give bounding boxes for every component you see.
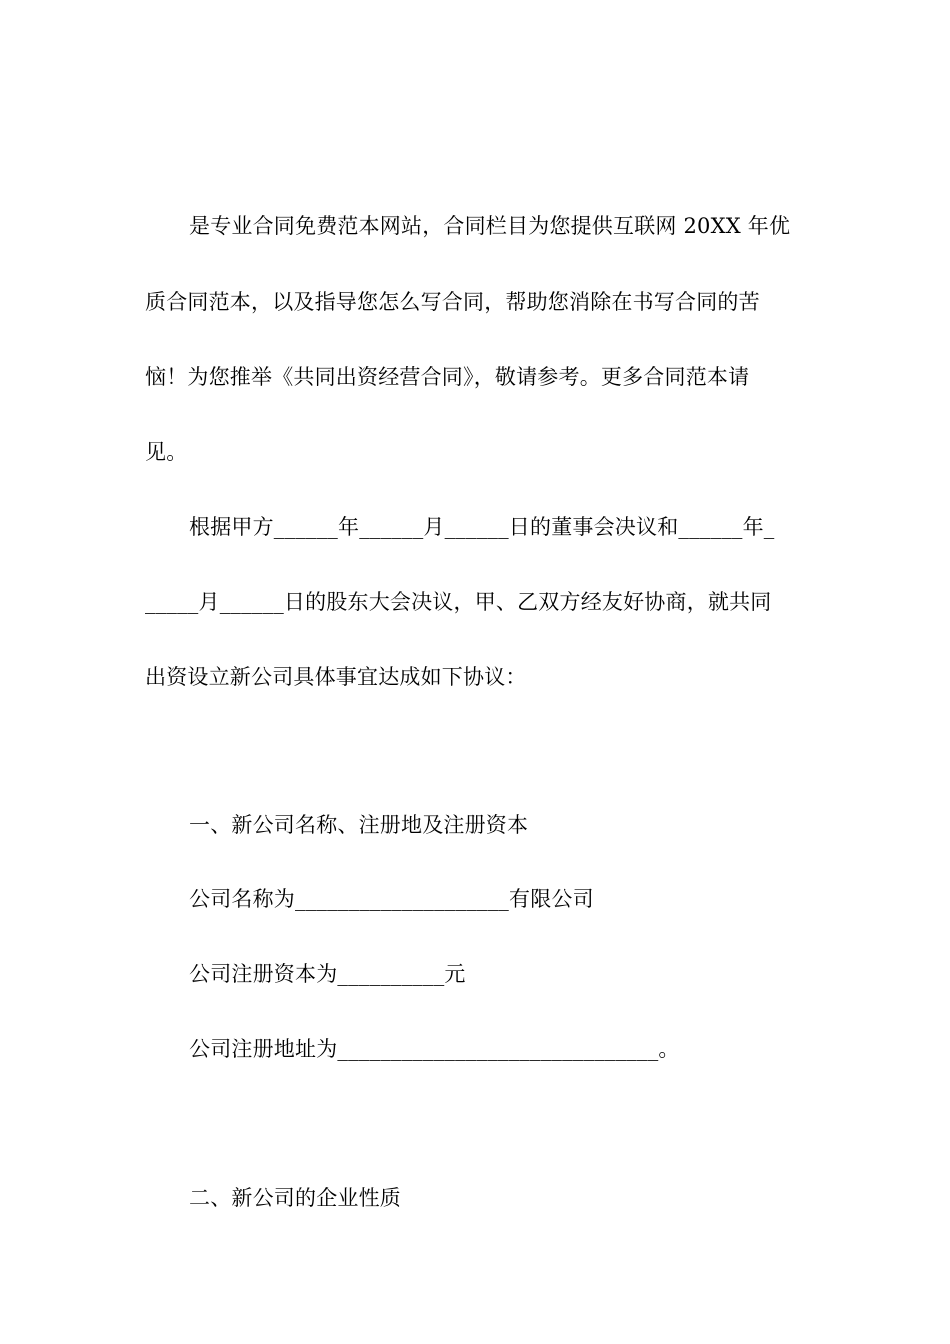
intro-line-3: 恼！为您推举《共同出资经营合同》，敬请参考。更多合同范本请 <box>145 365 750 389</box>
basis-line-2: _____月______日的股东大会决议，甲、乙双方经友好协商，就共同 <box>145 590 772 614</box>
company-name-line: 公司名称为____________________有限公司 <box>189 887 594 911</box>
intro-line-4: 见。 <box>145 440 188 464</box>
section-2-heading: 二、新公司的企业性质 <box>189 1186 401 1210</box>
registered-capital-line: 公司注册资本为__________元 <box>189 962 466 986</box>
basis-line-1: 根据甲方______年______月______日的董事会决议和______年_ <box>189 515 775 539</box>
registered-address-line: 公司注册地址为______________________________。 <box>189 1037 680 1061</box>
basis-line-3: 出资设立新公司具体事宜达成如下协议： <box>145 665 527 689</box>
intro-line-1: 是专业合同免费范本网站，合同栏目为您提供互联网 20XX 年优 <box>189 214 791 238</box>
intro-line-2: 质合同范本，以及指导您怎么写合同，帮助您消除在书写合同的苦 <box>145 290 760 314</box>
section-1-heading: 一、新公司名称、注册地及注册资本 <box>189 813 529 837</box>
